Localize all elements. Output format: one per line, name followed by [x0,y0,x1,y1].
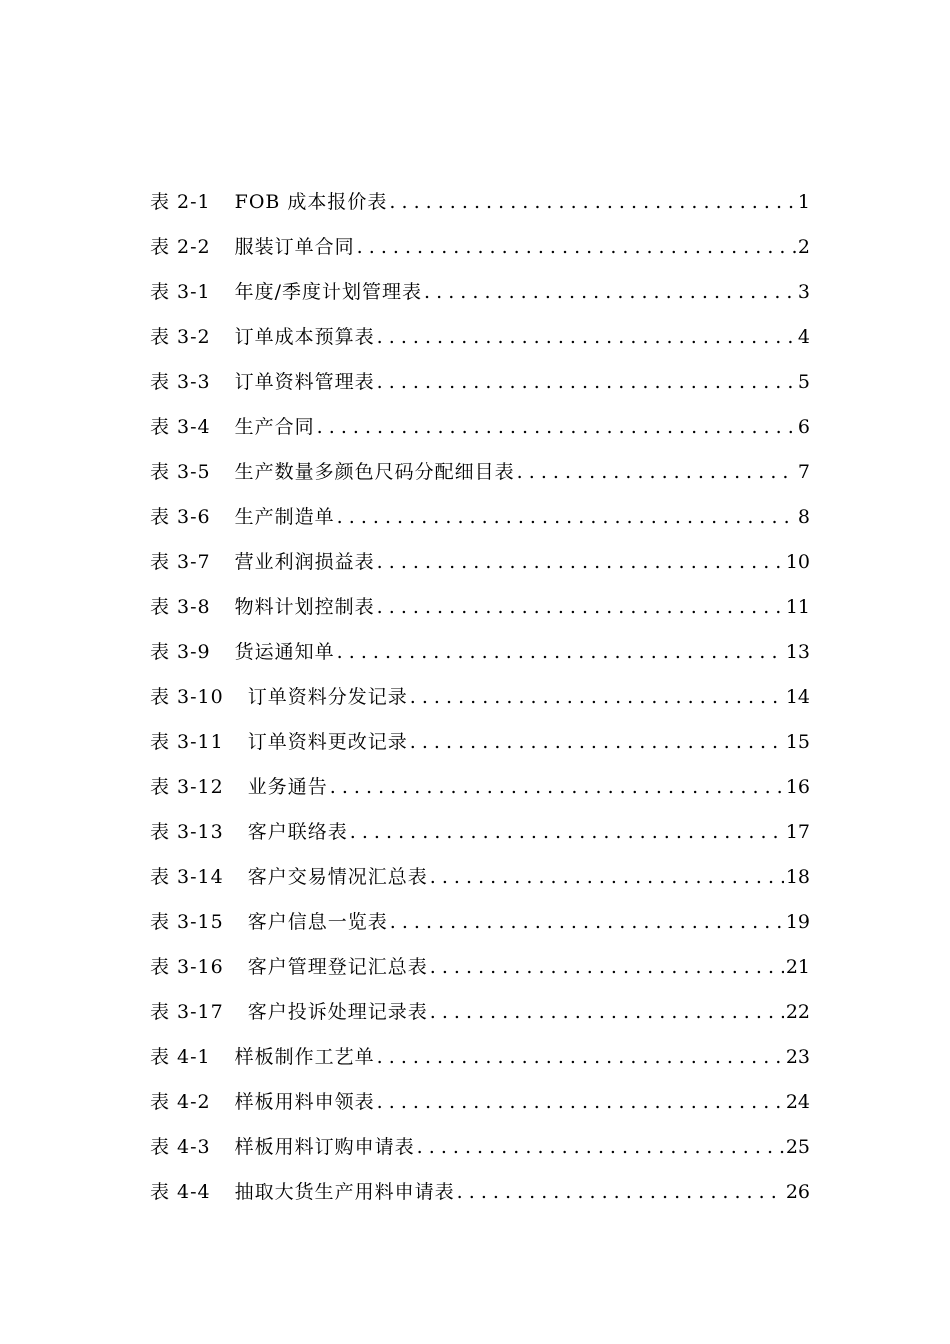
toc-entry-label: 表 3-4 [150,416,211,438]
toc-entry-title: 生产合同 [234,416,315,438]
toc-entry-page: 10 [785,551,810,573]
toc-entry-label: 表 4-2 [150,1091,211,1113]
toc-entry-label: 表 3-11 [150,731,224,753]
toc-entry-page: 16 [785,776,810,798]
toc-entry-page: 19 [785,911,810,933]
toc-entry-title: 年度/季度计划管理表 [234,281,423,303]
toc-entry-label: 表 3-14 [150,866,224,888]
toc-entry[interactable] [150,1080,810,1125]
toc-entry-title: FOB 成本报价表 [234,191,388,213]
toc-entry-title: 生产数量多颜色尺码分配细目表 [234,461,515,483]
toc-entry-label: 表 3-1 [150,281,211,303]
toc-entry-title: 客户管理登记汇总表 [247,956,428,978]
toc-dot-leader [390,900,784,945]
toc-entry-title: 物料计划控制表 [234,596,375,618]
toc-dot-leader [417,1125,784,1170]
toc-entry-label: 表 3-10 [150,686,224,708]
toc-entry-title: 业务通告 [247,776,328,798]
toc-entry-title: 服装订单合同 [234,236,355,258]
toc-entry-page: 8 [797,506,810,528]
toc-entry[interactable] [150,900,810,945]
toc-entry-label: 表 3-7 [150,551,211,573]
toc-dot-leader [517,450,796,495]
toc-entry[interactable] [150,1035,810,1080]
toc-entry-page: 5 [797,371,810,393]
toc-entry-title: 客户交易情况汇总表 [247,866,428,888]
toc-entry-title: 抽取大货生产用料申请表 [234,1181,455,1203]
toc-entry-label: 表 4-4 [150,1181,211,1203]
toc-entry-page: 4 [797,326,810,348]
toc-entry[interactable] [150,495,810,540]
toc-entry[interactable] [150,990,810,1035]
toc-entry-title: 货运通知单 [234,641,335,663]
toc-entry[interactable] [150,675,810,720]
toc-entry[interactable] [150,630,810,675]
toc-entry-title: 营业利润损益表 [234,551,375,573]
toc-dot-leader [377,540,784,585]
toc-dot-leader [430,855,784,900]
toc-entry-title: 样板用料订购申请表 [234,1136,415,1158]
toc-entry-title: 客户信息一览表 [247,911,388,933]
toc-entry-page: 14 [785,686,810,708]
toc-entry[interactable] [150,945,810,990]
toc-entry-label: 表 3-6 [150,506,211,528]
toc-dot-leader [410,675,784,720]
toc-entry-label: 表 3-12 [150,776,224,798]
toc-entry[interactable] [150,1125,810,1170]
toc-entry-page: 15 [785,731,810,753]
toc-entry-label: 表 3-5 [150,461,211,483]
toc-entry-page: 26 [785,1181,810,1203]
toc-entry-title: 样板制作工艺单 [234,1046,375,1068]
toc-entry-label: 表 2-2 [150,236,211,258]
toc-entry-page: 22 [785,1001,810,1023]
toc-entry[interactable] [150,225,810,270]
toc-entry-title: 订单成本预算表 [234,326,375,348]
toc-dot-leader [457,1170,784,1215]
toc-entry-page: 13 [785,641,810,663]
toc-entry-page: 23 [785,1046,810,1068]
toc-entry-label: 表 3-3 [150,371,211,393]
toc-entry-label: 表 3-16 [150,956,224,978]
toc-entry[interactable] [150,180,810,225]
toc-dot-leader [350,810,784,855]
toc-entry-label: 表 3-17 [150,1001,224,1023]
toc-entry-page: 11 [785,596,810,618]
toc-entry-title: 订单资料更改记录 [247,731,408,753]
toc-entry[interactable] [150,540,810,585]
table-of-contents [150,180,810,1215]
toc-dot-leader [410,720,784,765]
toc-entry-page: 2 [797,236,810,258]
toc-entry-label: 表 2-1 [150,191,211,213]
toc-entry[interactable] [150,1170,810,1215]
toc-entry-page: 25 [785,1136,810,1158]
toc-dot-leader [317,405,796,450]
toc-dot-leader [330,765,784,810]
toc-entry-page: 24 [785,1091,810,1113]
toc-entry-label: 表 3-2 [150,326,211,348]
toc-dot-leader [424,270,796,315]
toc-entry[interactable] [150,360,810,405]
toc-entry-title: 订单资料分发记录 [247,686,408,708]
toc-dot-leader [377,585,784,630]
toc-entry-title: 样板用料申领表 [234,1091,375,1113]
toc-entry[interactable] [150,450,810,495]
toc-entry-page: 18 [785,866,810,888]
toc-entry-page: 1 [797,191,810,213]
toc-entry-page: 7 [797,461,810,483]
toc-entry-page: 21 [785,956,810,978]
toc-dot-leader [430,990,784,1035]
toc-entry-title: 生产制造单 [234,506,335,528]
toc-entry[interactable] [150,405,810,450]
toc-entry[interactable] [150,765,810,810]
toc-dot-leader [337,630,784,675]
toc-entry-label: 表 3-9 [150,641,211,663]
toc-entry-label: 表 3-13 [150,821,224,843]
toc-dot-leader [377,360,796,405]
toc-dot-leader [389,180,796,225]
toc-entry[interactable] [150,585,810,630]
toc-entry[interactable] [150,270,810,315]
toc-entry-page: 6 [797,416,810,438]
toc-entry-title: 订单资料管理表 [234,371,375,393]
toc-entry-label: 表 3-15 [150,911,224,933]
toc-entry-label: 表 4-3 [150,1136,211,1158]
toc-dot-leader [377,1080,784,1125]
toc-entry-title: 客户联络表 [247,821,348,843]
toc-entry-page: 3 [797,281,810,303]
toc-entry-title: 客户投诉处理记录表 [247,1001,428,1023]
toc-entry-label: 表 3-8 [150,596,211,618]
toc-dot-leader [337,495,796,540]
toc-entry[interactable] [150,720,810,765]
toc-dot-leader [357,225,796,270]
toc-dot-leader [430,945,784,990]
toc-dot-leader [377,315,796,360]
toc-entry-page: 17 [785,821,810,843]
toc-entry[interactable] [150,810,810,855]
toc-entry[interactable] [150,855,810,900]
toc-dot-leader [377,1035,784,1080]
toc-entry-label: 表 4-1 [150,1046,211,1068]
toc-entry[interactable] [150,315,810,360]
